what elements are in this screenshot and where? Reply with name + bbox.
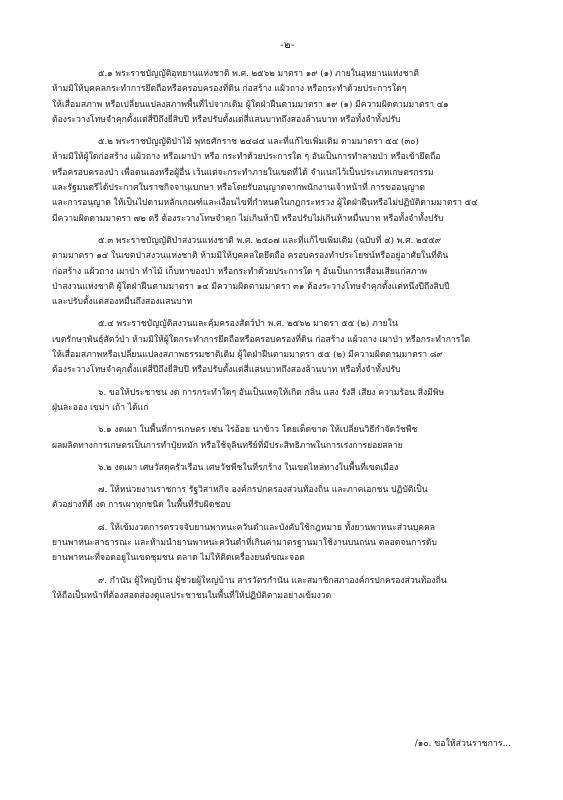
- paragraph-line: ๖.๑ งดเผา ในพื้นที่การเกษตร เช่น ไร่อ้อย นาข้าว โดยเด็ดขาด ให้เปลี่ยนวิธีกำจัดวัชพืช: [98, 425, 418, 436]
- paragraph-line: เขตรักษาพันธุ์สัตว์ป่า ห้ามมิให้ผู้ใดกระทำการยึดถือหรือครอบครองที่ดิน ก่อสร้าง แผ้วถาง เผาป่า หรือกระทำการใด: [52, 334, 471, 345]
- paragraph-line: ยานพาหนะที่จอดอยู่ในเขตชุมชน ตลาด ไม่ให้ติดเครื่องยนต์ขณะจอด: [52, 553, 305, 564]
- paragraph-line: หรือครอบครองป่า เพื่อตนเองหรือผู้อื่น เว้นแต่จะกระทำภายในเขตที่ได้ จำแนกไว้เป็นประเภทเกษตรกรรม: [52, 167, 434, 178]
- paragraph-line: ก่อสร้าง แผ้วถาง เผาป่า ทำไม้ เก็บหาของป่า หรือกระทำด้วยประการใด ๆ อันเป็นการเสื่อมเสียแก่สภาพ: [52, 266, 427, 277]
- paragraph-line: ห้ามมิให้บุคคลกระทำการยึดถือหรือครอบครองที่ดิน ก่อสร้าง แผ้วถาง หรือกระทำด้วยประการใดๆ: [52, 84, 407, 95]
- paragraph: [52, 67, 523, 128]
- paragraph: [52, 423, 523, 454]
- paragraph: [52, 483, 523, 514]
- paragraph-line: ฝุ่นละออง เขม่า เถ้า ได้แก่: [52, 402, 149, 413]
- paragraph: [52, 461, 523, 476]
- paragraph-line: ๕.๒ พระราชบัญญัติป่าไม้ พุทธศักราช ๒๔๘๔ และที่แก้ไขเพิ่มเติม ตามมาตรา ๕๔ (๓๐): [98, 137, 419, 148]
- paragraph-line: ๕.๓ พระราชบัญญัติป่าสงวนแห่งชาติ พ.ศ. ๒๕๐๗ และที่แก้ไขเพิ่มเติม (ฉบับที่ ๔) พ.ศ. ๒๕๕๙: [98, 235, 441, 246]
- paragraph-line: ๗. ให้หน่วยงานราชการ รัฐวิสาหกิจ องค์กรปกครองส่วนท้องถิ่น และภาคเอกชน ปฏิบัติเป็น: [98, 485, 428, 496]
- paragraph-line: ๖. ขอให้ประชาชน งด การกระทำใดๆ อันเป็นเหตุให้เกิด กลิ่น แสง รังสี เสียง ความร้อน สิ่งมีพิษ: [98, 387, 445, 398]
- paragraph-line: ให้เสื่อมสภาพหรือเปลี่ยนแปลงสภาพธรรมชาติเดิม ผู้ใดฝ่าฝืนตามมาตรา ๕๕ (๒) มีความผิดตามมาตรา ๘๙: [52, 350, 443, 361]
- page-number: -๒-: [280, 40, 295, 51]
- paragraph-line: และปรับตั้งแต่สองหมื่นถึงสองแสนบาท: [52, 297, 193, 308]
- paragraph-line: ต้องระวางโทษจำคุกตั้งแต่สี่ปีถึงยี่สิบปี หรือปรับตั้งแต่สี่แสนบาทถึงสองล้านบาท หรือทั้งจำทั้งปรับ: [52, 114, 401, 125]
- paragraph-line: ๕.๔ พระราชบัญญัติสงวนและคุ้มครองสัตว์ป่า พ.ศ. ๒๕๖๒ มาตรา ๕๕ (๒) ภายใน: [98, 319, 398, 330]
- paragraph-line: ๖.๒ งดเผา เศษวัสดุครัวเรือน เศษวัชพืชในที่รกร้าง ในเขตไหล่ทางในพื้นที่เขตเมือง: [98, 462, 399, 473]
- paragraph-line: ให้ถือเป็นหน้าที่ต้องสอดส่องดูแลประชาชนในพื้นที่ให้ปฏิบัติตามอย่างเข้มงวด: [52, 590, 332, 601]
- paragraph-line: ผลผลิตทางการเกษตรเป็นการทำปุ๋ยหมัก หรือใช้จุลินทรีย์ที่มีประสิทธิภาพในการเร่งการย่อยสลาย: [52, 440, 403, 451]
- paragraph: [52, 317, 523, 378]
- next-page-marker: /๑๐. ขอให้ส่วนราชการ...: [414, 739, 511, 749]
- paragraph-line: ๘. ให้เข้มงวดการตรวจจับยานพาหนะควันดำและบังคับใช้กฎหมาย ทั้งยานพาหนะส่วนบุคคล: [98, 522, 436, 533]
- paragraph-line: ต้องระวางโทษจำคุกตั้งแต่สี่ปีถึงยี่สิบปี หรือปรับตั้งแต่สี่แสนบาทถึงสองล้านบาท หรือทั้งจำทั้งปรับ: [52, 365, 401, 376]
- paragraph-line: และการอนุญาต ให้เป็นไปตามหลักเกณฑ์และเงื่อนไขที่กำหนดในกฎกระทรวง ผู้ใดฝ่าฝืนหรือไม่ปฏิบัติตามมาตรา ๕๔: [52, 198, 478, 209]
- paragraph: [52, 386, 523, 417]
- paragraph: [52, 234, 523, 310]
- paragraph-line: ตามมาตรา ๑๔ ในเขตป่าสงวนแห่งชาติ ห้ามมิให้บุคคลใดยึดถือ ครอบครองทำประโยชน์หรืออยู่อาศัยในที่ดิน: [52, 251, 449, 262]
- paragraph: [52, 521, 523, 567]
- paragraph-line: ยานพาหนะสาธารณะ และห้ามนำยานพาหนะควันดำที่เกินค่ามาตรฐานมาใช้งานบนถนน ตลอดจนการดับ: [52, 538, 437, 549]
- paragraph-line: มีความผิดตามมาตรา ๗๒ ตรี ต้องระวางโทษจำคุก ไม่เกินห้าปี หรือปรับไม่เกินห้าหมื่นบาท หรือทั้งจำทั้งปรับ: [52, 213, 444, 224]
- paragraph: [52, 574, 523, 605]
- paragraph-line: ๕.๑ พระราชบัญญัติอุทยานแห่งชาติ พ.ศ. ๒๕๖๒ มาตรา ๑๙ (๑) ภายในอุทยานแห่งชาติ: [98, 69, 419, 79]
- document-body: [52, 67, 523, 604]
- paragraph-line: ให้เสื่อมสภาพ หรือเปลี่ยนแปลงสภาพพื้นที่ไปจากเดิม ผู้ใดฝ่าฝืนตามมาตรา ๑๙ (๑) มีความผิดตามมาตรา ๔๑: [52, 99, 449, 110]
- paragraph-line: ๙. กำนัน ผู้ใหญ่บ้าน ผู้ช่วยผู้ใหญ่บ้าน สารวัตรกำนัน และสมาชิกสภาองค์กรปกครองส่วนท้องถิ่น: [98, 575, 447, 586]
- paragraph-line: ตัวอย่างที่ดี งด การเผาทุกชนิด ในพื้นที่รับผิดชอบ: [52, 500, 231, 511]
- paragraph-line: และรัฐมนตรีได้ประกาศในราชกิจจานุเบกษา หรือโดยรับอนุญาตจากพนักงานเจ้าหน้าที่ การขออนุญาต: [52, 183, 425, 194]
- paragraph: [52, 135, 523, 227]
- paragraph-line: ห้ามมิให้ผู้ใดก่อสร้าง แผ้วถาง หรือเผาป่า หรือ กระทำด้วยประการใด ๆ อันเป็นการทำลายป่า หรือเข้ายึดถือ: [52, 152, 441, 163]
- paragraph-line: ป่าสงวนแห่งชาติ ผู้ใดฝ่าฝืนตามมาตรา ๑๔ มีความผิดตามมาตรา ๓๑ ต้องระวางโทษจำคุกตั้งแต่หนึ่งปีถึงสิบปี: [52, 281, 450, 292]
